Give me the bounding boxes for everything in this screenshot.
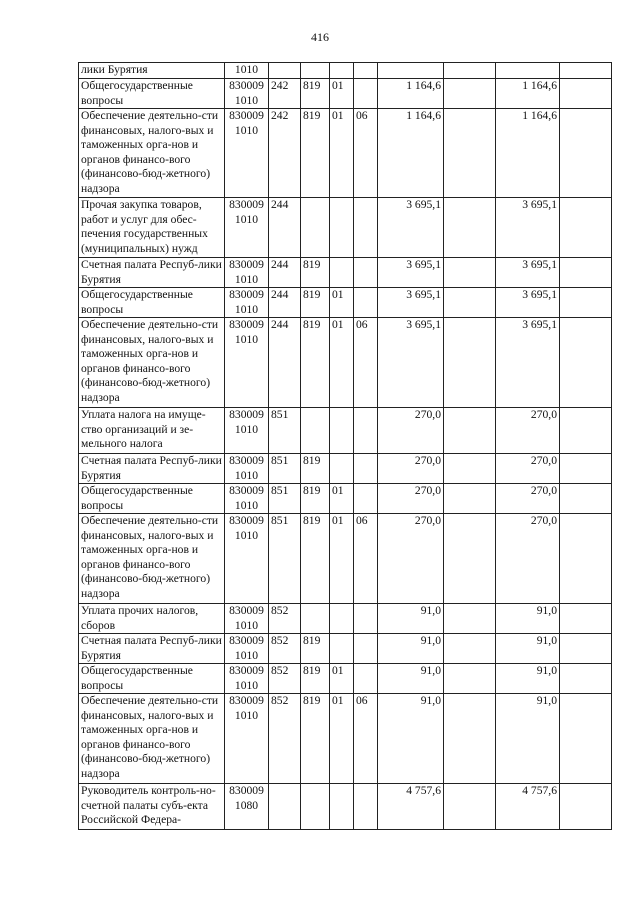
department-code-cell: 819 (301, 318, 330, 408)
department-code-cell (301, 198, 330, 258)
table-row (79, 454, 612, 484)
blank-cell (560, 109, 612, 198)
target-article-part: 1010 (234, 212, 259, 226)
amount-cell: 91,0 (378, 664, 444, 694)
department-code-cell: 819 (301, 484, 330, 514)
target-article-cell (225, 258, 269, 288)
section-cell: 01 (330, 79, 354, 109)
blank-cell (444, 784, 496, 830)
blank-cell (560, 514, 612, 604)
subsection-cell (354, 634, 378, 664)
target-article-part: 830009 (229, 109, 264, 122)
blank-cell (444, 63, 496, 79)
amount-cell: 91,0 (378, 634, 444, 664)
department-code-cell: 819 (301, 694, 330, 784)
blank-cell (444, 664, 496, 694)
target-article-part: 1010 (234, 422, 259, 436)
blank-cell (560, 484, 612, 514)
table-row (79, 664, 612, 694)
amount-cell: 3 695,1 (496, 258, 560, 288)
section-cell (330, 63, 354, 79)
amount-cell: 91,0 (378, 694, 444, 784)
blank-cell (444, 634, 496, 664)
target-article-part: 830009 (229, 454, 264, 467)
target-article-part: 1010 (234, 63, 259, 76)
blank-cell (560, 664, 612, 694)
blank-cell (560, 288, 612, 318)
section-cell (330, 258, 354, 288)
section-cell: 01 (330, 484, 354, 514)
target-article-cell (225, 109, 269, 198)
item-name-cell: Обеспечение деятельно-сти финансовых, налого-вых и таможенных орга-нов и органов финансо-вого (финансово-бюд-жетного) надзора (79, 109, 225, 198)
table-row (79, 694, 612, 784)
target-article-part: 1010 (234, 678, 259, 692)
item-name-cell: Уплата прочих налогов, сборов (79, 604, 225, 634)
target-article-part: 1010 (234, 618, 259, 632)
item-name-cell: Общегосударственные вопросы (79, 288, 225, 318)
target-article-part: 830009 (229, 784, 264, 797)
department-code-cell: 819 (301, 79, 330, 109)
blank-cell (444, 109, 496, 198)
table-body (79, 63, 612, 830)
amount-cell: 3 695,1 (496, 288, 560, 318)
subsection-cell: 06 (354, 694, 378, 784)
blank-cell (444, 514, 496, 604)
target-article-part: 1010 (234, 498, 259, 512)
target-article-part: 1010 (234, 528, 259, 542)
amount-cell: 3 695,1 (378, 318, 444, 408)
blank-cell (560, 454, 612, 484)
target-article-part: 830009 (229, 198, 264, 211)
blank-cell (444, 454, 496, 484)
table-row (79, 318, 612, 408)
expense-type-cell: 244 (269, 198, 301, 258)
item-name-cell: Общегосударственные вопросы (79, 484, 225, 514)
target-article-part: 830009 (229, 318, 264, 331)
target-article-part: 1010 (234, 332, 259, 346)
target-article-cell (225, 79, 269, 109)
department-code-cell: 819 (301, 664, 330, 694)
amount-cell: 91,0 (496, 634, 560, 664)
department-code-cell (301, 408, 330, 454)
amount-cell: 270,0 (496, 454, 560, 484)
amount-cell: 270,0 (496, 408, 560, 454)
blank-cell (444, 694, 496, 784)
subsection-cell (354, 408, 378, 454)
expense-type-cell: 244 (269, 288, 301, 318)
item-name-cell: Прочая закупка товаров, работ и услуг для обес-печения государственных (муниципальных) нужд (79, 198, 225, 258)
subsection-cell (354, 664, 378, 694)
item-name-cell: Счетная палата Респуб-лики Бурятия (79, 454, 225, 484)
item-name-cell: Счетная палата Респуб-лики Бурятия (79, 258, 225, 288)
expense-type-cell: 242 (269, 109, 301, 198)
table-row (79, 258, 612, 288)
section-cell (330, 604, 354, 634)
expense-type-cell: 851 (269, 484, 301, 514)
table-row (79, 784, 612, 830)
blank-cell (560, 604, 612, 634)
amount-cell: 1 164,6 (496, 79, 560, 109)
expense-type-cell: 851 (269, 514, 301, 604)
blank-cell (444, 318, 496, 408)
section-cell: 01 (330, 694, 354, 784)
blank-cell (560, 198, 612, 258)
target-article-part: 1010 (234, 272, 259, 286)
target-article-cell (225, 484, 269, 514)
subsection-cell (354, 454, 378, 484)
table-row (79, 63, 612, 79)
target-article-cell (225, 454, 269, 484)
table-row (79, 408, 612, 454)
section-cell (330, 784, 354, 830)
expense-type-cell: 851 (269, 408, 301, 454)
blank-cell (444, 484, 496, 514)
subsection-cell (354, 604, 378, 634)
section-cell (330, 408, 354, 454)
target-article-cell (225, 694, 269, 784)
target-article-part: 1010 (234, 648, 259, 662)
target-article-cell (225, 784, 269, 830)
table-row (79, 288, 612, 318)
target-article-part: 1010 (234, 708, 259, 722)
blank-cell (560, 79, 612, 109)
subsection-cell: 06 (354, 514, 378, 604)
subsection-cell (354, 288, 378, 318)
target-article-part: 830009 (229, 484, 264, 497)
department-code-cell: 819 (301, 109, 330, 198)
amount-cell: 270,0 (496, 484, 560, 514)
expense-type-cell: 852 (269, 604, 301, 634)
target-article-cell (225, 664, 269, 694)
amount-cell: 91,0 (496, 664, 560, 694)
expense-type-cell: 244 (269, 318, 301, 408)
amount-cell: 1 164,6 (378, 109, 444, 198)
blank-cell (560, 634, 612, 664)
blank-cell (444, 288, 496, 318)
amount-cell: 91,0 (496, 604, 560, 634)
blank-cell (444, 258, 496, 288)
target-article-part: 830009 (229, 604, 264, 617)
expense-type-cell: 851 (269, 454, 301, 484)
target-article-cell (225, 63, 269, 79)
amount-cell: 91,0 (378, 604, 444, 634)
department-code-cell (301, 63, 330, 79)
department-code-cell: 819 (301, 288, 330, 318)
target-article-part: 1010 (234, 468, 259, 482)
subsection-cell (354, 784, 378, 830)
target-article-part: 1010 (234, 302, 259, 316)
subsection-cell (354, 63, 378, 79)
amount-cell: 270,0 (496, 514, 560, 604)
blank-cell (444, 79, 496, 109)
expense-type-cell: 852 (269, 664, 301, 694)
amount-cell: 3 695,1 (496, 198, 560, 258)
amount-cell: 270,0 (378, 514, 444, 604)
item-name-cell: Обеспечение деятельно-сти финансовых, налого-вых и таможенных орга-нов и органов финансо-вого (финансово-бюд-жетного) надзора (79, 318, 225, 408)
section-cell (330, 634, 354, 664)
blank-cell (444, 408, 496, 454)
item-name-cell: Общегосударственные вопросы (79, 664, 225, 694)
target-article-part: 830009 (229, 258, 264, 271)
department-code-cell: 819 (301, 634, 330, 664)
blank-cell (444, 604, 496, 634)
department-code-cell (301, 784, 330, 830)
subsection-cell: 06 (354, 109, 378, 198)
target-article-cell (225, 198, 269, 258)
department-code-cell: 819 (301, 514, 330, 604)
target-article-cell (225, 514, 269, 604)
budget-table (78, 62, 612, 830)
subsection-cell (354, 258, 378, 288)
expense-type-cell: 852 (269, 634, 301, 664)
target-article-cell (225, 604, 269, 634)
item-name-cell: лики Бурятия (79, 63, 225, 79)
target-article-part: 830009 (229, 664, 264, 677)
amount-cell: 4 757,6 (496, 784, 560, 830)
blank-cell (560, 694, 612, 784)
expense-type-cell: 852 (269, 694, 301, 784)
section-cell: 01 (330, 318, 354, 408)
table-row (79, 634, 612, 664)
target-article-part: 1010 (234, 123, 259, 137)
table-row (79, 604, 612, 634)
page-number: 416 (311, 30, 329, 44)
section-cell: 01 (330, 664, 354, 694)
blank-cell (560, 258, 612, 288)
amount-cell: 3 695,1 (378, 288, 444, 318)
target-article-cell (225, 408, 269, 454)
department-code-cell: 819 (301, 258, 330, 288)
target-article-part: 830009 (229, 408, 264, 421)
item-name-cell: Обеспечение деятельно-сти финансовых, налого-вых и таможенных орга-нов и органов финансо-вого (финансово-бюд-жетного) надзора (79, 514, 225, 604)
target-article-part: 830009 (229, 79, 264, 92)
item-name-cell: Уплата налога на имуще-ство организаций и зе-мельного налога (79, 408, 225, 454)
department-code-cell (301, 604, 330, 634)
amount-cell: 3 695,1 (496, 318, 560, 408)
blank-cell (444, 198, 496, 258)
amount-cell: 4 757,6 (378, 784, 444, 830)
target-article-part: 1010 (234, 93, 259, 107)
section-cell: 01 (330, 109, 354, 198)
amount-cell (378, 63, 444, 79)
department-code-cell: 819 (301, 454, 330, 484)
amount-cell: 270,0 (378, 408, 444, 454)
subsection-cell (354, 198, 378, 258)
target-article-part: 830009 (229, 694, 264, 707)
expense-type-cell: 244 (269, 258, 301, 288)
amount-cell (496, 63, 560, 79)
amount-cell: 270,0 (378, 454, 444, 484)
amount-cell: 270,0 (378, 484, 444, 514)
section-cell (330, 454, 354, 484)
target-article-cell (225, 318, 269, 408)
table-row (79, 109, 612, 198)
section-cell: 01 (330, 288, 354, 318)
table-row (79, 79, 612, 109)
amount-cell: 1 164,6 (496, 109, 560, 198)
section-cell (330, 198, 354, 258)
amount-cell: 3 695,1 (378, 258, 444, 288)
blank-cell (560, 784, 612, 830)
target-article-part: 830009 (229, 288, 264, 301)
item-name-cell: Общегосударственные вопросы (79, 79, 225, 109)
table-row (79, 484, 612, 514)
item-name-cell: Счетная палата Респуб-лики Бурятия (79, 634, 225, 664)
item-name-cell: Обеспечение деятельно-сти финансовых, налого-вых и таможенных орга-нов и органов финансо-вого (финансово-бюд-жетного) надзора (79, 694, 225, 784)
expense-type-cell (269, 784, 301, 830)
expense-type-cell: 242 (269, 79, 301, 109)
target-article-part: 830009 (229, 514, 264, 527)
section-cell: 01 (330, 514, 354, 604)
target-article-part: 830009 (229, 634, 264, 647)
subsection-cell (354, 484, 378, 514)
blank-cell (560, 408, 612, 454)
table-row (79, 198, 612, 258)
amount-cell: 91,0 (496, 694, 560, 784)
item-name-cell: Руководитель контроль-но-счетной палаты субъ-екта Российской Федера- (79, 784, 225, 830)
table-row (79, 514, 612, 604)
target-article-part: 1080 (234, 798, 259, 812)
subsection-cell: 06 (354, 318, 378, 408)
amount-cell: 1 164,6 (378, 79, 444, 109)
target-article-cell (225, 634, 269, 664)
expense-type-cell (269, 63, 301, 79)
subsection-cell (354, 79, 378, 109)
blank-cell (560, 63, 612, 79)
target-article-cell (225, 288, 269, 318)
amount-cell: 3 695,1 (378, 198, 444, 258)
blank-cell (560, 318, 612, 408)
